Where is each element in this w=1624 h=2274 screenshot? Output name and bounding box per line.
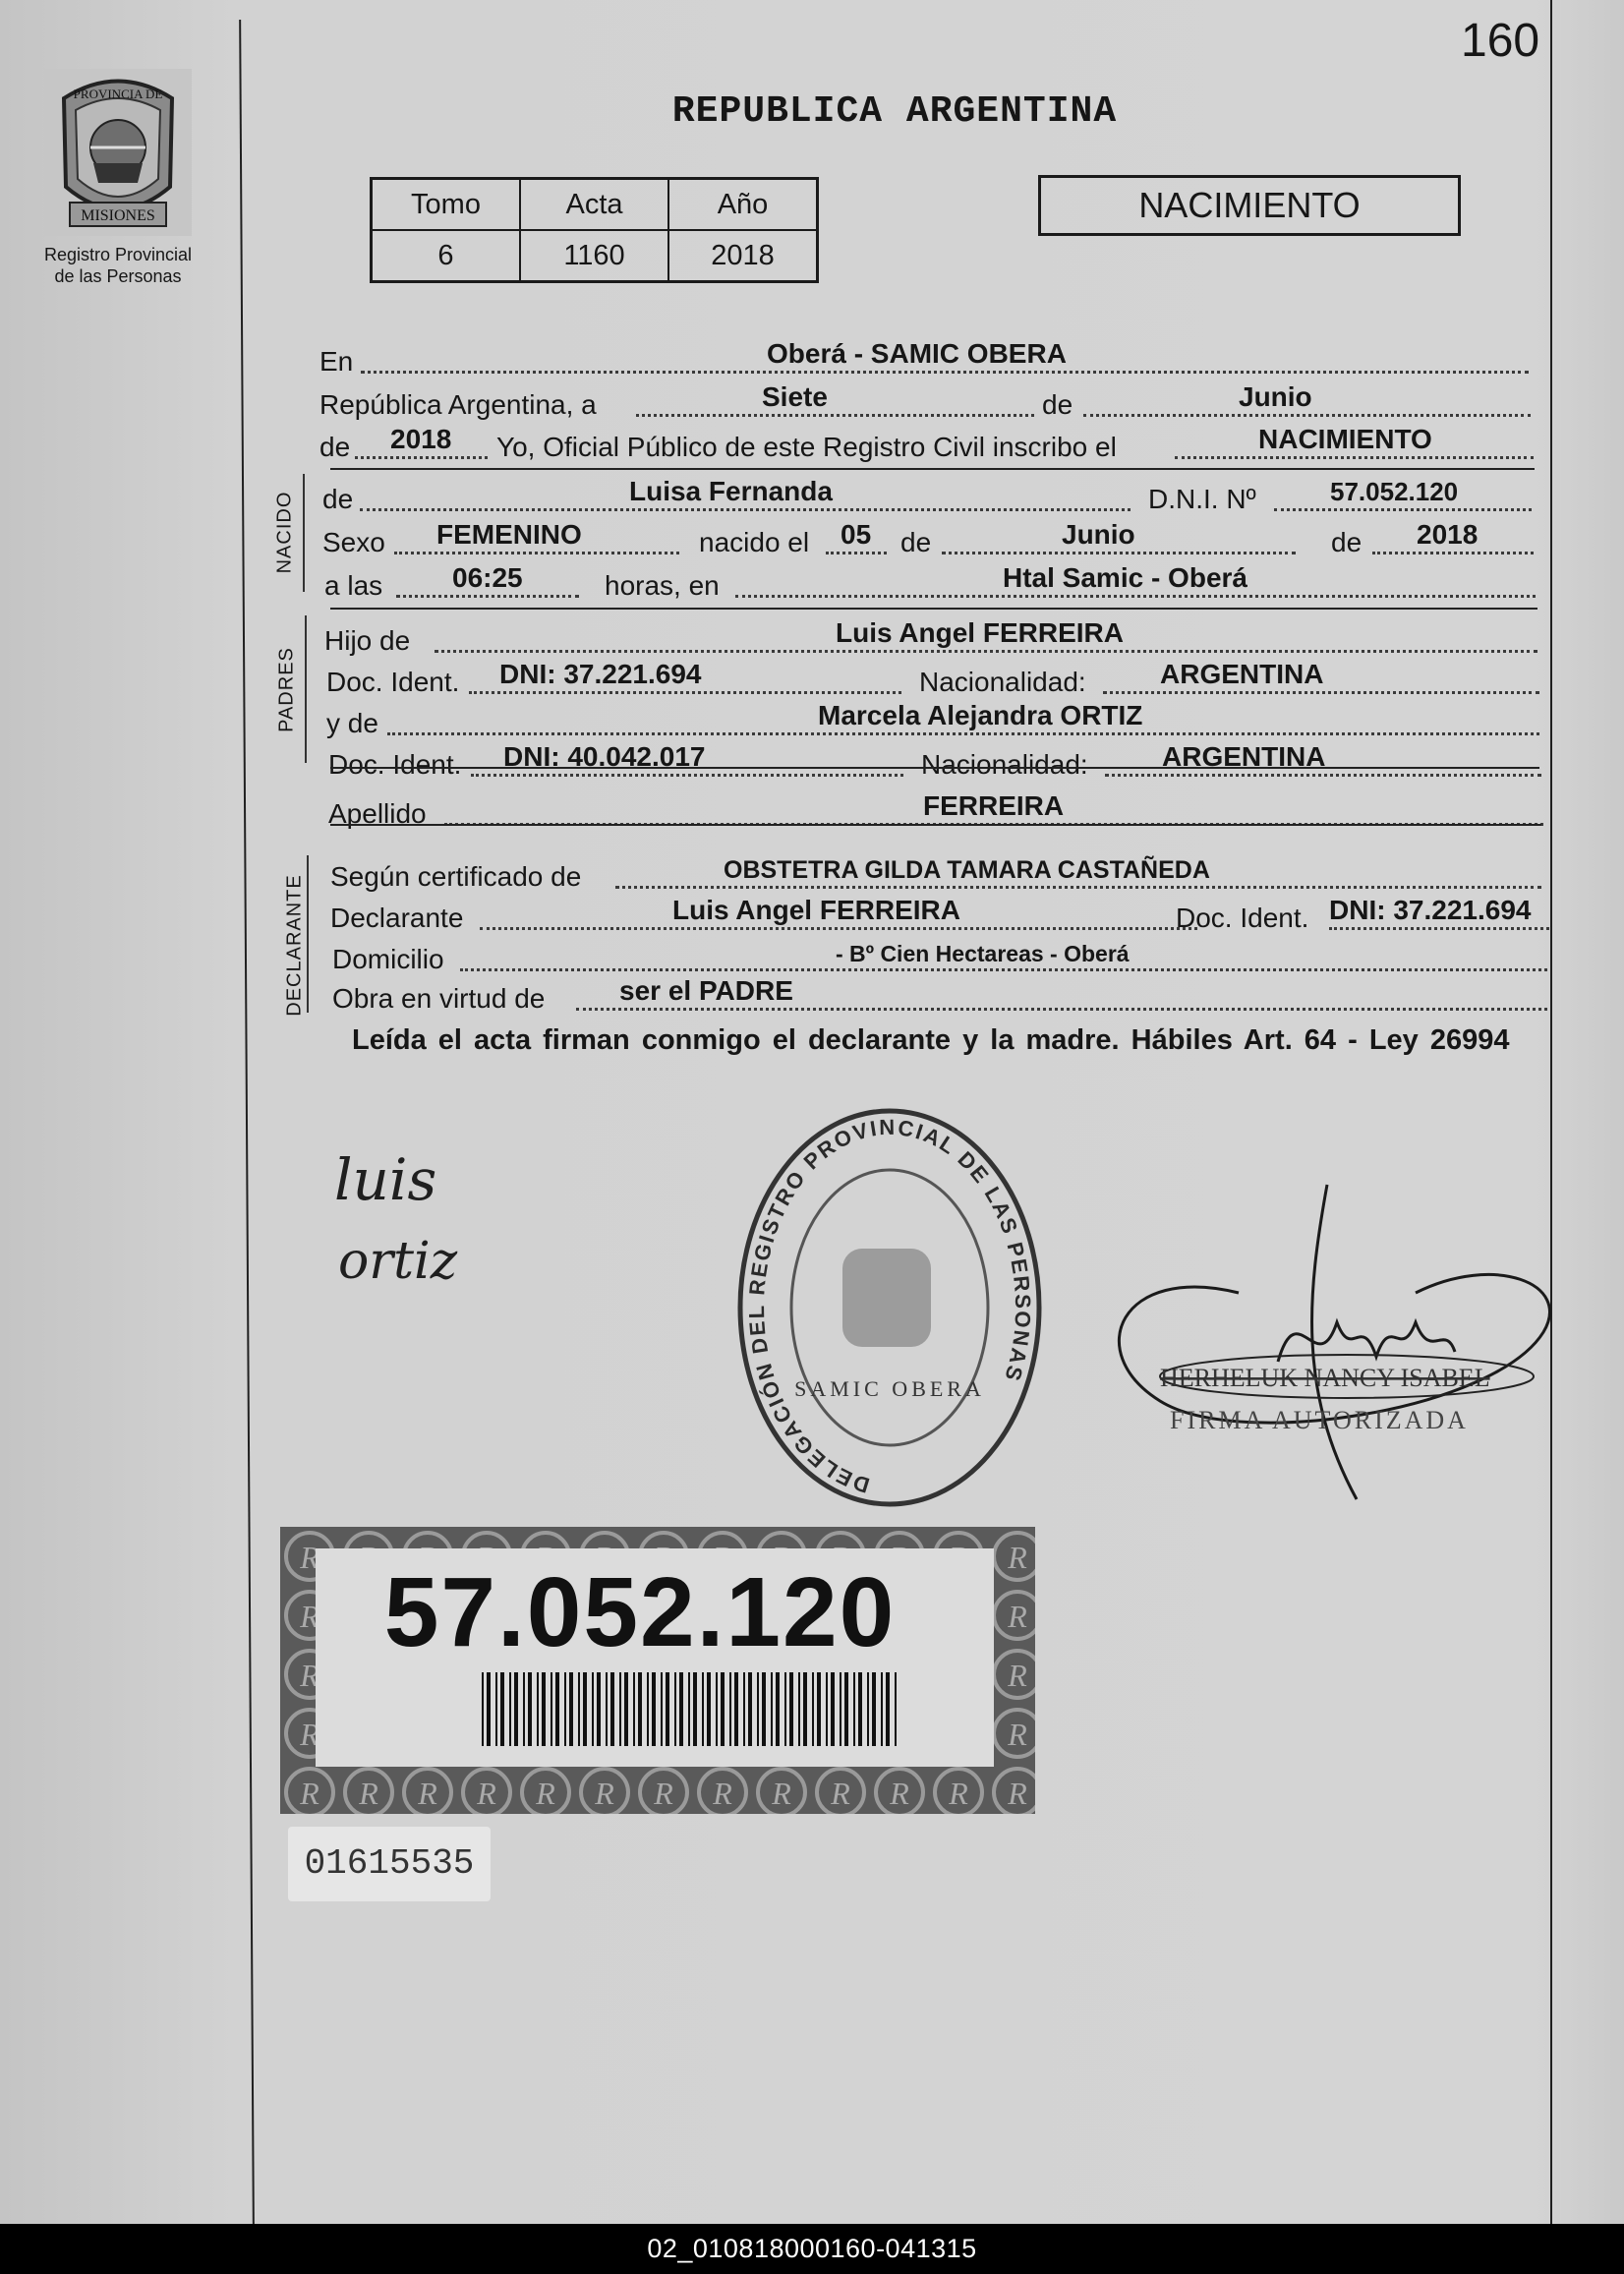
birth-day: 05 [841, 519, 872, 550]
barcode-bar [743, 1672, 745, 1746]
barcode-bar [679, 1672, 683, 1746]
dots [826, 552, 887, 554]
barcode-bar [482, 1672, 484, 1746]
barcode-bar [592, 1672, 594, 1746]
dni-number: 57.052.120 [383, 1557, 897, 1667]
dots [360, 508, 1131, 511]
header-acta: Acta [520, 179, 668, 231]
barcode-bar [638, 1672, 642, 1746]
barcode-bar [528, 1672, 532, 1746]
seal-inner-text: SAMIC OBERA [794, 1376, 985, 1401]
row-hora [324, 564, 1536, 604]
footer-filename: 02_010818000160-041315 [0, 2224, 1624, 2274]
barcode-bar [523, 1672, 525, 1746]
misiones-emblem-icon [44, 69, 192, 236]
de2-label: de [319, 432, 351, 462]
barcode-bar [583, 1672, 587, 1746]
sexo-value: FEMENINO [436, 519, 582, 550]
yde-label: y de [326, 708, 378, 738]
barcode-bar [831, 1672, 835, 1746]
doc-label: Doc. Ident. [326, 667, 460, 697]
row-en [319, 340, 1529, 379]
de-label: de [900, 527, 932, 557]
apellido-value: FERREIRA [923, 790, 1065, 821]
row-name [322, 478, 1532, 517]
hijo-label: Hijo de [324, 625, 411, 656]
sexo-label: Sexo [322, 527, 385, 557]
declarante-section-label: DECLARANTE [283, 874, 306, 1017]
mother-doc: DNI: 40.042.017 [503, 741, 706, 772]
barcode-bar [487, 1672, 491, 1746]
barcode-bar [762, 1672, 766, 1746]
row-mother-doc [328, 743, 1541, 783]
dots [1083, 414, 1531, 417]
dots [471, 774, 903, 777]
dots [1175, 456, 1534, 459]
horas-label: horas, en [605, 570, 720, 601]
barcode-bar [721, 1672, 725, 1746]
registry-logo [29, 69, 206, 287]
birth-place: Htal Samic - Oberá [1003, 562, 1247, 593]
padres-bracket [305, 615, 307, 763]
value-acta: 1160 [520, 230, 668, 282]
certificate-value: OBSTETRA GILDA TAMARA CASTAÑEDA [724, 856, 1210, 884]
barcode-bar [555, 1672, 559, 1746]
barcode-bar [707, 1672, 711, 1746]
handwritten-signatures [324, 1140, 551, 1308]
barcode-bar [784, 1672, 786, 1746]
barcode-bar [716, 1672, 718, 1746]
republica-label: República Argentina, a [319, 389, 597, 420]
row-republica [319, 383, 1531, 423]
barcode-bar [872, 1672, 876, 1746]
nacionalidad-label: Nacionalidad: [919, 667, 1086, 697]
row-certificado [330, 855, 1541, 895]
barcode-bar [734, 1672, 738, 1746]
barcode-bars [482, 1672, 904, 1746]
document-title: REPUBLICA ARGENTINA [671, 90, 1118, 133]
header-tomo: Tomo [372, 179, 521, 231]
barcode-bar [886, 1672, 890, 1746]
father-doc: DNI: 37.221.694 [499, 659, 702, 689]
place-value: Oberá - SAMIC OBERA [767, 338, 1067, 369]
nacido-bracket [303, 474, 305, 592]
barcode-bar [564, 1672, 566, 1746]
dots [480, 927, 1197, 930]
dots [1105, 774, 1541, 777]
svg-text:MISIONES: MISIONES [81, 207, 155, 224]
year-value: 2018 [390, 424, 452, 454]
handwritten-line2: ortiz [338, 1232, 458, 1291]
dni-barcode-sticker [280, 1527, 1035, 1814]
barcode-bar [666, 1672, 669, 1746]
signatory-title: FIRMA AUTORIZADA [1170, 1406, 1469, 1434]
record-table [370, 177, 819, 283]
barcode-bar [812, 1672, 814, 1746]
declarante-bracket [307, 855, 309, 1013]
barcode-bar [844, 1672, 848, 1746]
barcode-bar [514, 1672, 518, 1746]
day-words-value: Siete [762, 381, 828, 412]
de-label: de [322, 484, 354, 514]
dots [361, 371, 1529, 374]
newborn-name: Luisa Fernanda [629, 476, 833, 506]
separator [330, 824, 1541, 826]
oficial-text: Yo, Oficial Público de este Registro Civil inscribo el [496, 432, 1117, 462]
barcode-bar [858, 1672, 862, 1746]
barcode-bar [495, 1672, 497, 1746]
dni-label: D.N.I. Nº [1148, 484, 1256, 514]
dots [435, 650, 1537, 653]
birth-month: Junio [1062, 519, 1135, 550]
barcode-bar [633, 1672, 635, 1746]
barcode-bar [606, 1672, 608, 1746]
row-oficial [319, 426, 1534, 465]
birth-time: 06:25 [452, 562, 523, 593]
barcode-bar [789, 1672, 793, 1746]
official-seal-stamp [732, 1101, 1047, 1514]
authorized-signature [1081, 1175, 1553, 1509]
padres-section-label: PADRES [275, 647, 298, 732]
separator [330, 468, 1535, 470]
signatory-name: HERHELUK NANCY ISABEL [1160, 1364, 1490, 1392]
father-nationality: ARGENTINA [1160, 659, 1324, 689]
row-apellido [328, 792, 1543, 832]
en-label: En [319, 346, 354, 377]
row-declarante [330, 897, 1549, 936]
alas-label: a las [324, 570, 383, 601]
barcode-bar [551, 1672, 552, 1746]
month-value: Junio [1239, 381, 1312, 412]
record-type-box: NACIMIENTO [1038, 175, 1461, 236]
dots [460, 968, 1547, 971]
left-margin-line [239, 20, 255, 2224]
barcode-bar [803, 1672, 807, 1746]
barcode-bar [578, 1672, 580, 1746]
dots [1329, 927, 1549, 930]
row-sexo [322, 521, 1534, 560]
logo-caption-line1: Registro Provincial [43, 245, 193, 264]
dots [469, 691, 901, 694]
header-ano: Año [668, 179, 818, 231]
doc-label: Doc. Ident. [328, 749, 462, 780]
value-tomo: 6 [372, 230, 521, 282]
barcode-bar [702, 1672, 704, 1746]
barcode-bar [500, 1672, 504, 1746]
dots [394, 552, 679, 554]
dots [387, 732, 1539, 735]
barcode-bar [597, 1672, 601, 1746]
barcode-bar [895, 1672, 897, 1746]
dots [636, 414, 1034, 417]
svg-text:PROVINCIA DE: PROVINCIA DE [73, 87, 163, 101]
barcode-bar [652, 1672, 656, 1746]
dots [942, 552, 1296, 554]
domicilio-label: Domicilio [332, 944, 444, 974]
separator [330, 767, 1539, 769]
dots [735, 595, 1536, 598]
barcode-bar [776, 1672, 780, 1746]
barcode-bar [757, 1672, 759, 1746]
dots [355, 456, 488, 459]
obra-value: ser el PADRE [619, 975, 793, 1006]
nacionalidad-label: Nacionalidad: [921, 749, 1088, 780]
right-margin-line [1550, 0, 1552, 2224]
row-obra [332, 977, 1547, 1017]
de-label: de [1042, 389, 1073, 420]
declarante-doc: DNI: 37.221.694 [1329, 895, 1532, 925]
barcode-bar [537, 1672, 539, 1746]
barcode-bar [881, 1672, 883, 1746]
barcode-bar [817, 1672, 821, 1746]
row-father-doc [326, 661, 1539, 700]
barcode-bar [619, 1672, 621, 1746]
event-value: NACIMIENTO [1258, 424, 1432, 454]
declarante-label: Declarante [330, 903, 464, 933]
barcode-bar [748, 1672, 752, 1746]
dots [396, 595, 579, 598]
barcode-bar [771, 1672, 773, 1746]
logo-caption-line2: de las Personas [54, 266, 182, 286]
value-ano: 2018 [668, 230, 818, 282]
segun-label: Según certificado de [330, 861, 582, 892]
barcode-bar [542, 1672, 546, 1746]
barcode-bar [661, 1672, 663, 1746]
separator [330, 608, 1537, 610]
legal-note: Leída el acta firman conmigo el declarante y la madre. Hábiles Art. 64 - Ley 26994 [352, 1024, 1510, 1056]
nacido-section-label: NACIDO [273, 491, 296, 574]
barcode-bar [647, 1672, 649, 1746]
barcode-bar [509, 1672, 511, 1746]
dots [1274, 508, 1532, 511]
barcode-bar [688, 1672, 690, 1746]
dots [1103, 691, 1539, 694]
declarante-name: Luis Angel FERREIRA [672, 895, 960, 925]
barcode-bar [624, 1672, 628, 1746]
handwritten-line1: luis [334, 1146, 437, 1213]
row-hijo [324, 619, 1537, 659]
mother-nationality: ARGENTINA [1162, 741, 1326, 772]
barcode-bar [826, 1672, 828, 1746]
de-label: de [1331, 527, 1363, 557]
barcode-bar [867, 1672, 869, 1746]
nacido-label: nacido el [699, 527, 810, 557]
dots [615, 886, 1541, 889]
barcode-bar [693, 1672, 697, 1746]
dots [576, 1008, 1547, 1011]
barcode-bar [674, 1672, 676, 1746]
father-name: Luis Angel FERREIRA [836, 617, 1124, 648]
barcode-bar [853, 1672, 855, 1746]
row-domicilio [332, 938, 1547, 977]
apellido-label: Apellido [328, 798, 427, 829]
birth-year: 2018 [1417, 519, 1479, 550]
domicilio-value: - Bº Cien Hectareas - Oberá [836, 941, 1130, 966]
newborn-dni: 57.052.120 [1330, 477, 1459, 506]
barcode-bar [840, 1672, 841, 1746]
page-number: 160 [1461, 15, 1540, 67]
barcode-bar [798, 1672, 800, 1746]
mother-name: Marcela Alejandra ORTIZ [818, 700, 1143, 730]
barcode-bar [729, 1672, 731, 1746]
stamped-serial-number: 01615535 [288, 1827, 491, 1901]
obra-label: Obra en virtud de [332, 983, 546, 1014]
row-mother [326, 702, 1539, 741]
barcode-bar [610, 1672, 614, 1746]
barcode-bar [569, 1672, 573, 1746]
dots [1372, 552, 1534, 554]
doc-label: Doc. Ident. [1176, 903, 1309, 933]
seal-ring-text: DELEGACIÓN DEL REGISTRO PROVINCIAL DE LAS PERSONAS [743, 1114, 1036, 1498]
